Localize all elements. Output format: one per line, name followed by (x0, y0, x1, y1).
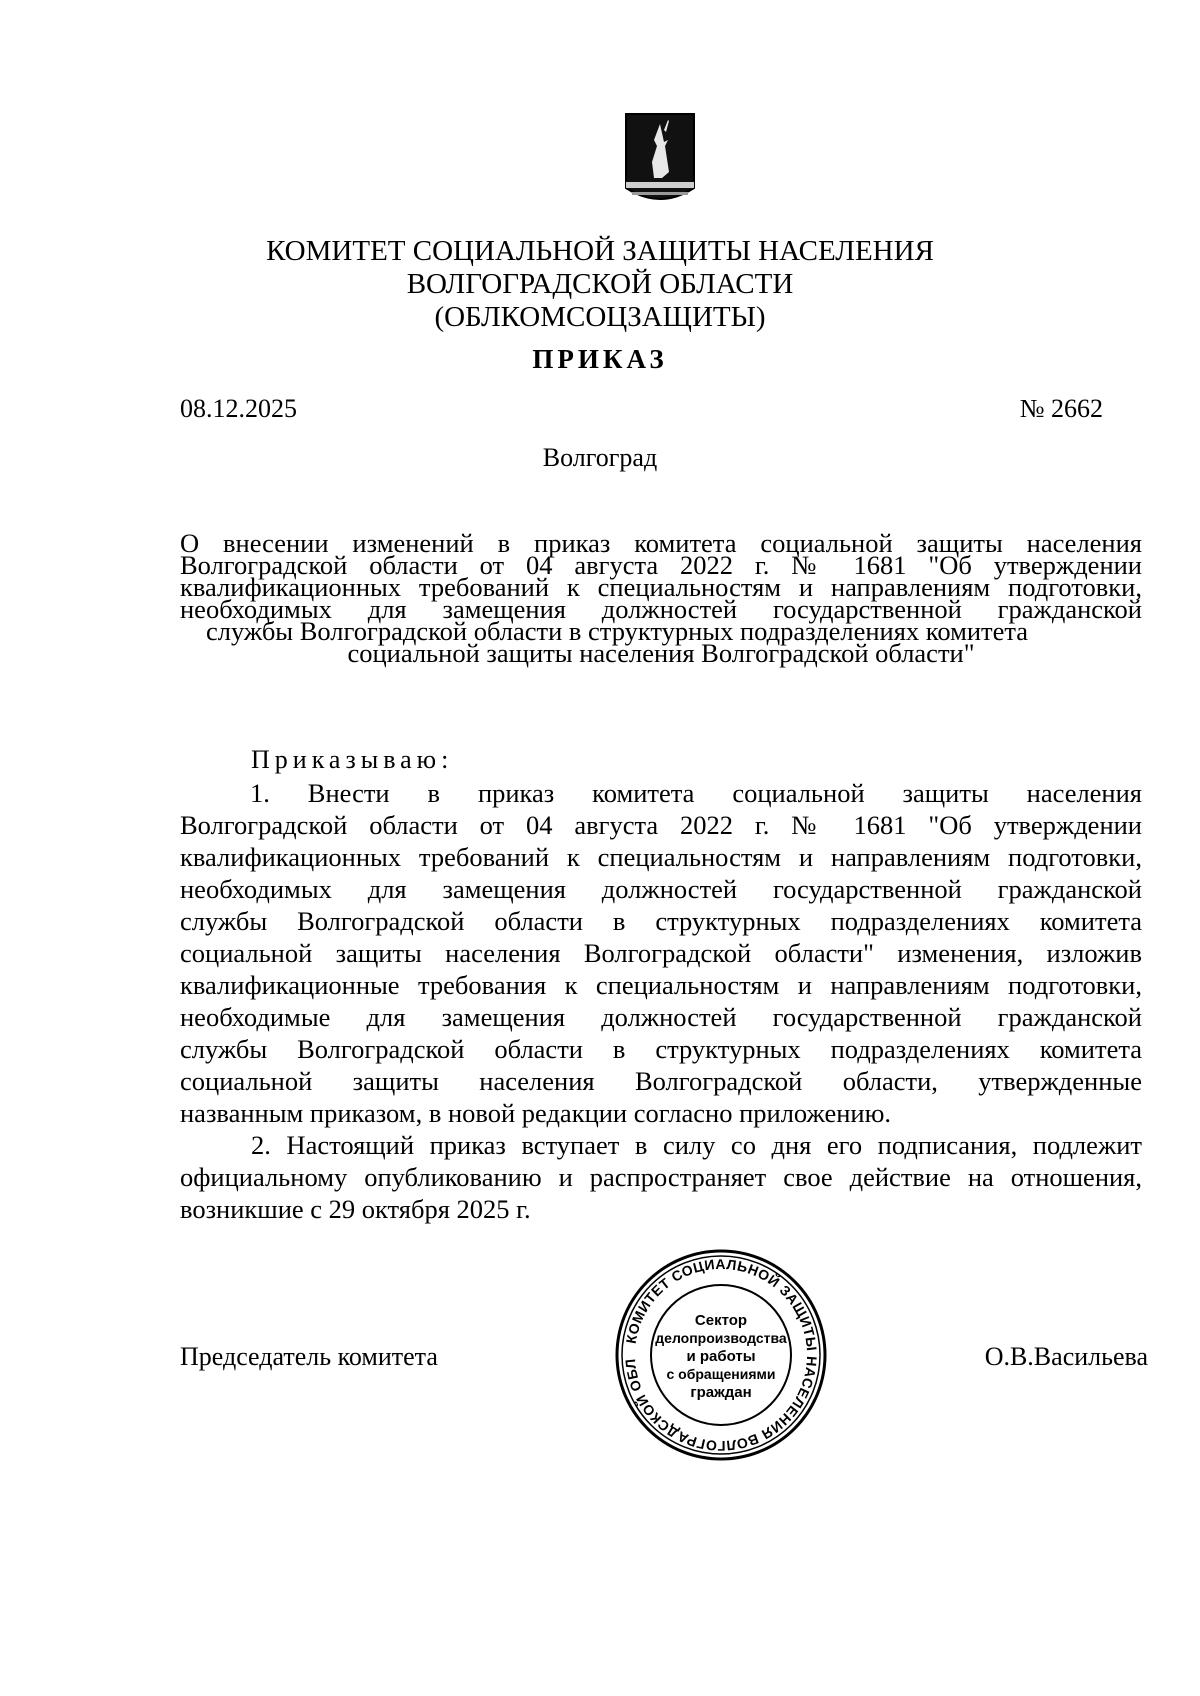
signer-name: О.В.Васильева (984, 1342, 1148, 1371)
stamp-center-line: делопроизводства (655, 1330, 787, 1346)
body-line: названным приказом, в новой редакции согласно приложению. (180, 1098, 892, 1128)
subject-line: социальной защиты населения Волгоградской области" (347, 638, 975, 668)
body-line: социальной защиты населения Волгоградской области, утвержденные (180, 1066, 1142, 1096)
subject-line: О внесении изменений в приказ комитета социальной защиты населения (180, 528, 1142, 558)
official-stamp (612, 1245, 830, 1465)
stamp-center-line: граждан (690, 1384, 752, 1401)
org-name-line2: ВОЛГОГРАДСКОЙ ОБЛАСТИ (406, 268, 794, 300)
body-line: 1. Внести в приказ комитета социальной защиты населения (250, 778, 1142, 808)
body-line: службы Волгоградской области в структурных подразделениях комитета (180, 1034, 1142, 1064)
org-name-line3: (ОБЛКОМСОЦЗАЩИТЫ) (434, 301, 766, 333)
document-body (180, 777, 1142, 1225)
document-date: 08.12.2025 (180, 394, 297, 423)
body-line: Волгоградской области от 04 августа 2022 г. № 1681 "Об утверждении (180, 810, 1142, 840)
body-line: официальному опубликованию и распространяет свое действие на отношения, (180, 1162, 1142, 1192)
body-line: необходимых для замещения должностей государственной гражданской (180, 874, 1142, 904)
body-line: службы Волгоградской области в структурных подразделениях комитета (180, 906, 1142, 936)
subject-line: службы Волгоградской области в структурных подразделениях комитета (205, 616, 1029, 646)
body-line: социальной защиты населения Волгоградской области" изменения, изложив (180, 938, 1142, 968)
body-line: 2. Настоящий приказ вступает в силу со дня его подписания, подлежит (251, 1130, 1142, 1160)
body-line: возникшие с 29 октября 2025 г. (180, 1194, 531, 1224)
subject-line: необходимых для замещения должностей государственной гражданской (180, 594, 1142, 624)
orders-word: Приказываю: (251, 745, 454, 774)
stamp-center-line: Сектор (694, 1312, 748, 1329)
org-name-line1: КОМИТЕТ СОЦИАЛЬНОЙ ЗАЩИТЫ НАСЕЛЕНИЯ (266, 235, 934, 267)
body-line: квалификационных требований к специальностям и направлениям подготовки, (180, 842, 1142, 872)
subject-line: квалификационных требований к специальностям и направлениям подготовки, (180, 572, 1142, 602)
stamp-ring-text: КОМИТЕТ СОЦИАЛЬНОЙ ЗАЩИТЫ НАСЕЛЕНИЯ ВОЛГОГРАДСКОЙ ОБЛ (621, 1255, 821, 1455)
body-line: квалификационные требования к специальностям и направлениям подготовки, (180, 970, 1142, 1000)
document-number: № 2662 (1019, 394, 1103, 423)
document-subject (180, 528, 1142, 668)
stamp-center-line: с обращениями (666, 1366, 776, 1382)
coat-of-arms-icon (624, 112, 696, 212)
document-title: ПРИКАЗ (532, 344, 668, 374)
stamp-center-line: и работы (686, 1348, 756, 1365)
signer-position: Председатель комитета (180, 1342, 438, 1371)
document-city: Волгоград (542, 443, 658, 472)
body-line: необходимые для замещения должностей государственной гражданской (180, 1002, 1142, 1032)
subject-line: Волгоградской области от 04 августа 2022 г. № 1681 "Об утверждении (180, 550, 1142, 580)
